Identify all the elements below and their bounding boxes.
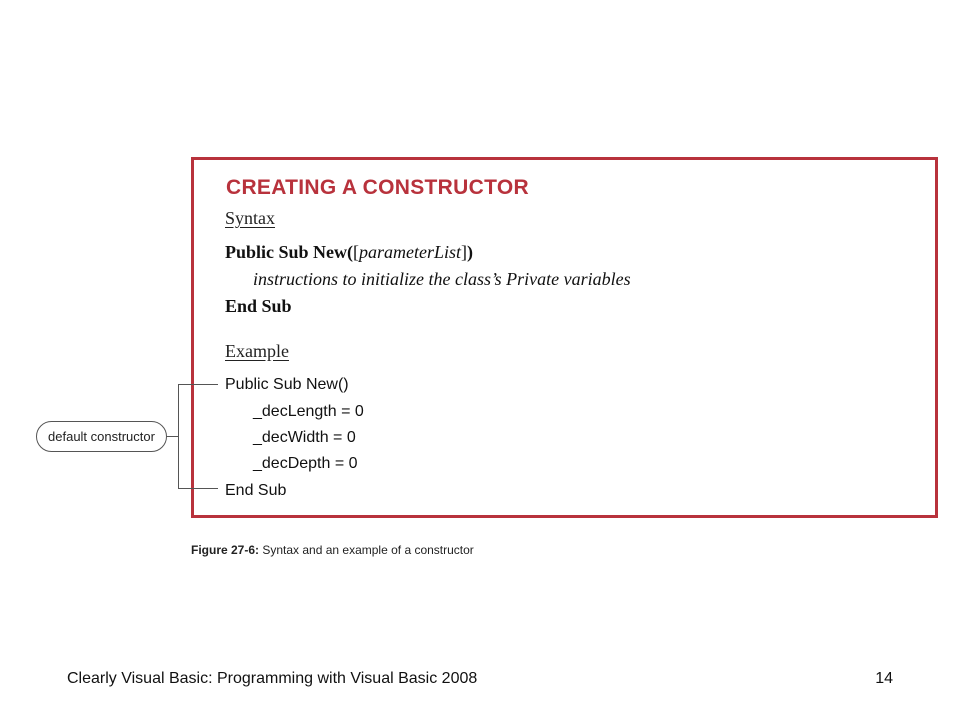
syntax-keyword: Public Sub New( [225,242,354,262]
example-line: _decDepth = 0 [253,455,358,472]
figure-title: CREATING A CONSTRUCTOR [226,176,529,199]
example-line: Public Sub New() [225,376,349,393]
syntax-end-keyword: End Sub [225,296,292,316]
page-number: 14 [875,670,893,687]
figure-caption [191,543,474,557]
syntax-line-end [225,296,292,317]
syntax-line-signature [225,242,473,263]
callout-bracket [178,384,218,489]
callout-connector [166,436,178,437]
syntax-line-body [253,269,631,290]
syntax-close-paren: ) [467,242,474,262]
syntax-heading: Syntax [225,208,276,228]
example-line: _decLength = 0 [253,403,364,420]
caption-text: Syntax and an example of a constructor [259,543,474,557]
example-line: _decWidth = 0 [253,429,356,446]
default-constructor-callout [36,421,167,452]
caption-label: Figure 27-6: [191,543,260,557]
callout-label: default constructor [48,429,155,444]
syntax-body-text: instructions to initialize the class’s Private variables [253,269,631,289]
example-heading: Example [225,341,289,361]
example-line: End Sub [225,482,287,499]
syntax-parameter: parameterList [359,242,462,262]
footer-title: Clearly Visual Basic: Programming with Visual Basic 2008 [67,670,478,687]
syntax-close-bracket: ] [461,242,468,262]
syntax-open-bracket: [ [353,242,360,262]
